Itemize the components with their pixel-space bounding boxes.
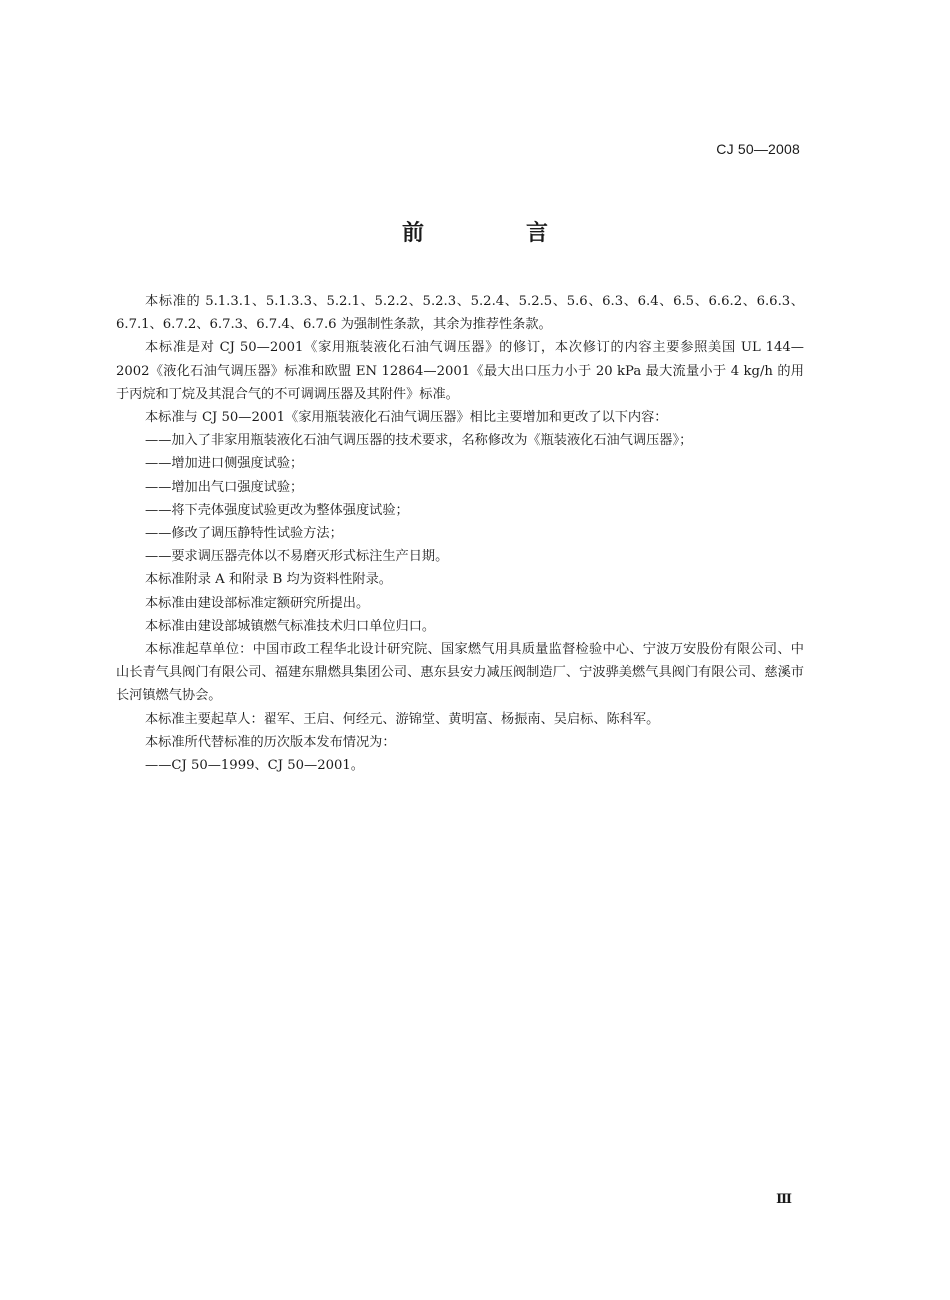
paragraph-drafting-units: 本标准起草单位：中国市政工程华北设计研究院、国家燃气用具质量监督检验中心、宁波万安股份有限公司、中山长青气具阀门有限公司、福建东鼎燃具集团公司、惠东县安力减压阀制造厂、宁波骅美燃气具阀门有限公司、慈溪市长河镇燃气协会。: [116, 642, 804, 704]
list-item-previous-edition: ——CJ 50—1999、CJ 50—2001。: [145, 758, 364, 774]
list-item-change: ——要求调压器壳体以不易磨灭形式标注生产日期。: [145, 549, 449, 565]
paragraph-mandatory-clauses: 本标准的 5.1.3.1、5.1.3.3、5.2.1、5.2.2、5.2.3、5.2.4、5.2.5、5.6、6.3、6.4、6.5、6.6.2、6.6.3、6.7.1、6.7.2、6.7.3、6.7.4、6.7.6 为强制性条款，其余为推荐性条款。: [116, 294, 804, 333]
paragraph-changes-intro: 本标准与 CJ 50—2001《家用瓶装液化石油气调压器》相比主要增加和更改了以下内容：: [145, 410, 668, 426]
list-item-change: ——增加出气口强度试验；: [145, 479, 304, 495]
list-item-change: ——修改了调压静特性试验方法；: [145, 526, 343, 542]
paragraph-revision-basis: 本标准是对 CJ 50—2001《家用瓶装液化石油气调压器》的修订，本次修订的内容主要参照美国 UL 144—2002《液化石油气调压器》标准和欧盟 EN 12864—2001《最大出口压力小于 20 kPa 最大流量小于 4 kg/h 的用于丙烷和丁烷及其混合气的不可调调压器及其附件》标准。: [116, 340, 804, 402]
paragraph-previous-editions-intro: 本标准所代替标准的历次版本发布情况为：: [145, 734, 396, 750]
page-number: Ⅲ: [776, 1192, 792, 1207]
paragraph-centralized-by: 本标准由建设部城镇燃气标准技术归口单位归口。: [145, 618, 436, 634]
list-item-change: ——增加进口侧强度试验；: [145, 456, 304, 472]
standard-code: CJ 50—2008: [716, 141, 800, 157]
paragraph-appendices: 本标准附录 A 和附录 B 均为资料性附录。: [145, 572, 392, 588]
paragraph-drafters: 本标准主要起草人：翟军、王启、何经元、游锦堂、黄明富、杨振南、吴启标、陈科军。: [145, 711, 660, 727]
list-item-change: ——加入了非家用瓶装液化石油气调压器的技术要求，名称修改为《瓶装液化石油气调压器》；: [145, 433, 693, 449]
foreword-body: [116, 290, 804, 777]
page-title: 前 言: [401, 221, 588, 246]
paragraph-proposed-by: 本标准由建设部标准定额研究所提出。: [145, 595, 370, 611]
list-item-change: ——将下壳体强度试验更改为整体强度试验；: [145, 502, 409, 518]
